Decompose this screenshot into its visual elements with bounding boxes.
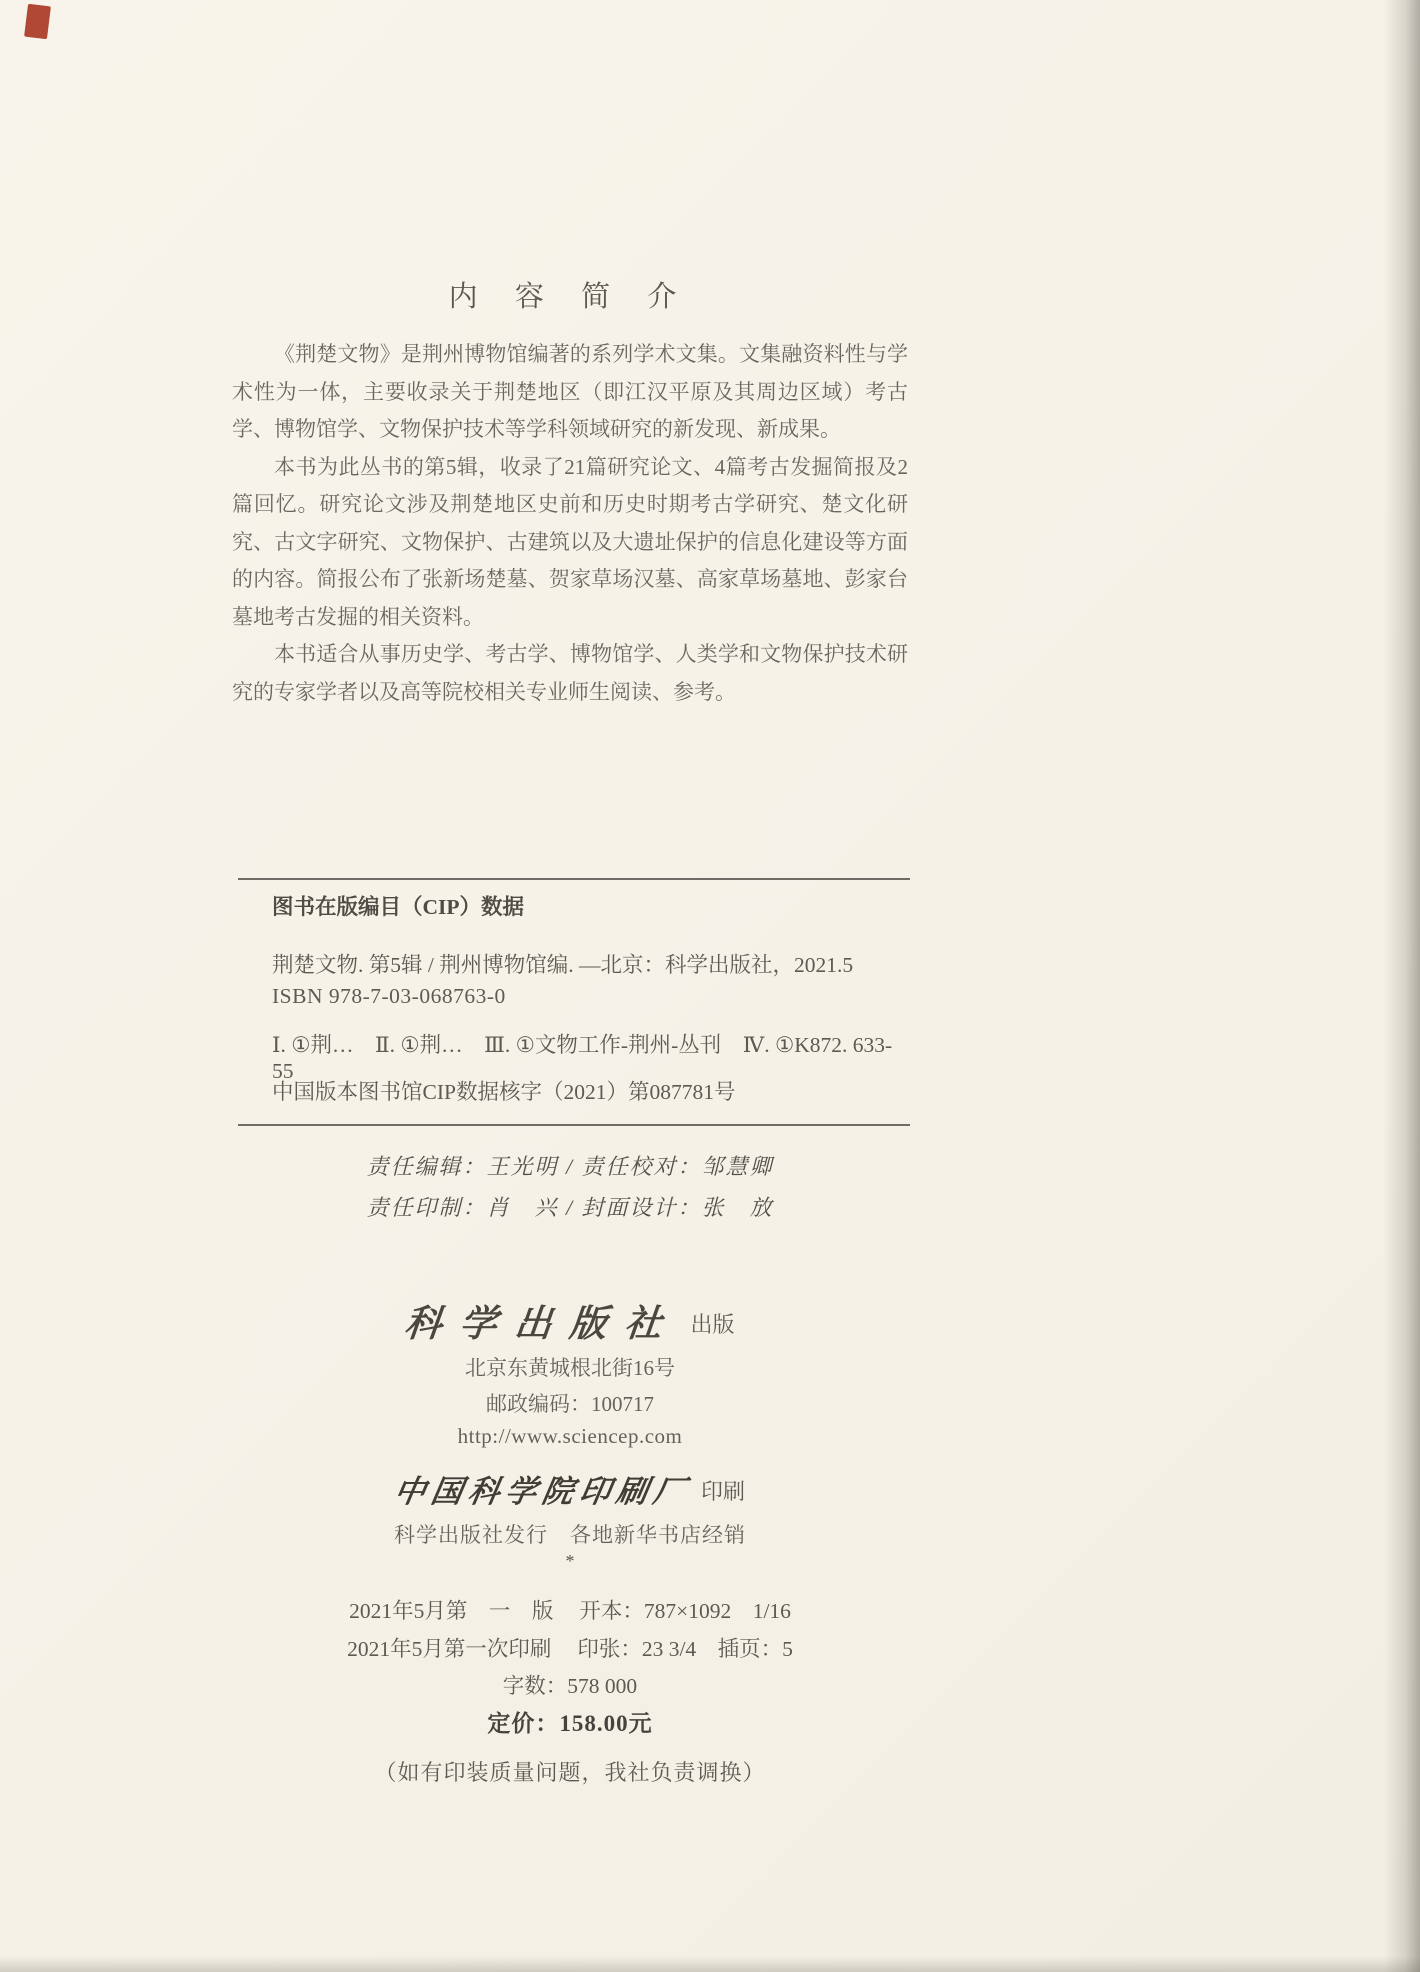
publisher-line (232, 1293, 908, 1347)
edition-line (232, 1594, 908, 1625)
staff-editors-line: 责任编辑：王光明 / 责任校对：邹慧卿 (366, 1154, 774, 1179)
separator-asterisk: * (565, 1551, 575, 1571)
price-line: 定价：158.00元 (487, 1711, 653, 1736)
publisher-website: http://www.sciencep.com (457, 1424, 683, 1448)
printer-role-label: 印刷 (700, 1479, 745, 1504)
cip-title-line: 荆楚文物. 第5辑 / 荆州博物馆编. —北京：科学出版社，2021.5 (272, 953, 854, 977)
sheets-inserts: 印张：23 3/4 插页：5 (577, 1637, 793, 1661)
impression-line (232, 1632, 908, 1663)
content-introduction (232, 336, 908, 711)
word-count: 字数：578 000 (502, 1674, 638, 1698)
divider-bottom (238, 1124, 910, 1126)
printer-line (232, 1466, 908, 1511)
intro-paragraph-3: 本书适合从事历史学、考古学、博物馆学、人类学和文物保护技术研究的专家学者以及高等院校相关专业师生阅读、参考。 (232, 642, 908, 704)
edition-date: 2021年5月第 一 版 (349, 1599, 554, 1623)
cip-classification: Ⅰ. ①荆… Ⅱ. ①荆… Ⅲ. ①文物工作-荆州-丛刊 Ⅳ. ①K872. 633-55 (272, 1033, 893, 1083)
page-bottom-shadow (0, 1956, 1420, 1972)
format-spec: 开本：787×1092 1/16 (579, 1599, 791, 1623)
divider-top (238, 878, 910, 880)
cip-record-number: 中国版本图书馆CIP数据核字（2021）第087781号 (272, 1080, 736, 1104)
cip-isbn: ISBN 978-7-03-068763-0 (272, 984, 506, 1008)
quality-notice: （如有印装质量问题，我社负责调换） (374, 1760, 766, 1785)
impression-date: 2021年5月第一次印刷 (347, 1637, 552, 1661)
scan-edge-red-mark (24, 4, 51, 40)
publisher-address: 北京东黄城根北街16号 (465, 1356, 675, 1380)
intro-paragraph-2: 本书为此丛书的第5辑，收录了21篇研究论文、4篇考古发掘简报及2篇回忆。研究论文涉及荆楚地区史前和历史时期考古学研究、楚文化研究、古文字研究、文物保护、古建筑以及大遗址保护的信息化建设等方面的内容。简报公布了张新场楚墓、贺家草场汉墓、高家草场墓地、彭家台墓地考古发掘的相关资料。 (232, 454, 908, 629)
page-title: 内 容 简 介 (448, 281, 692, 313)
staff-printing-line: 责任印制：肖 兴 / 封面设计：张 放 (366, 1195, 774, 1220)
publisher-postcode: 邮政编码：100717 (486, 1392, 654, 1416)
printer-brand-logotype: 中国科学院印刷厂 (391, 1474, 694, 1510)
intro-paragraph-1: 《荆楚文物》是荆州博物馆编著的系列学术文集。文集融资料性与学术性为一体，主要收录关于荆楚地区（即江汉平原及其周边区域）考古学、博物馆学、文物保护技术等学科领域研究的新发现、新成果。 (232, 342, 908, 441)
publisher-brand-logotype: 科学出版社 (402, 1301, 683, 1345)
page-gutter-shadow (1384, 0, 1420, 1972)
cip-heading: 图书在版编目（CIP）数据 (272, 895, 525, 919)
distribution-line: 科学出版社发行 各地新华书店经销 (394, 1523, 746, 1547)
publisher-role-label: 出版 (690, 1312, 735, 1337)
